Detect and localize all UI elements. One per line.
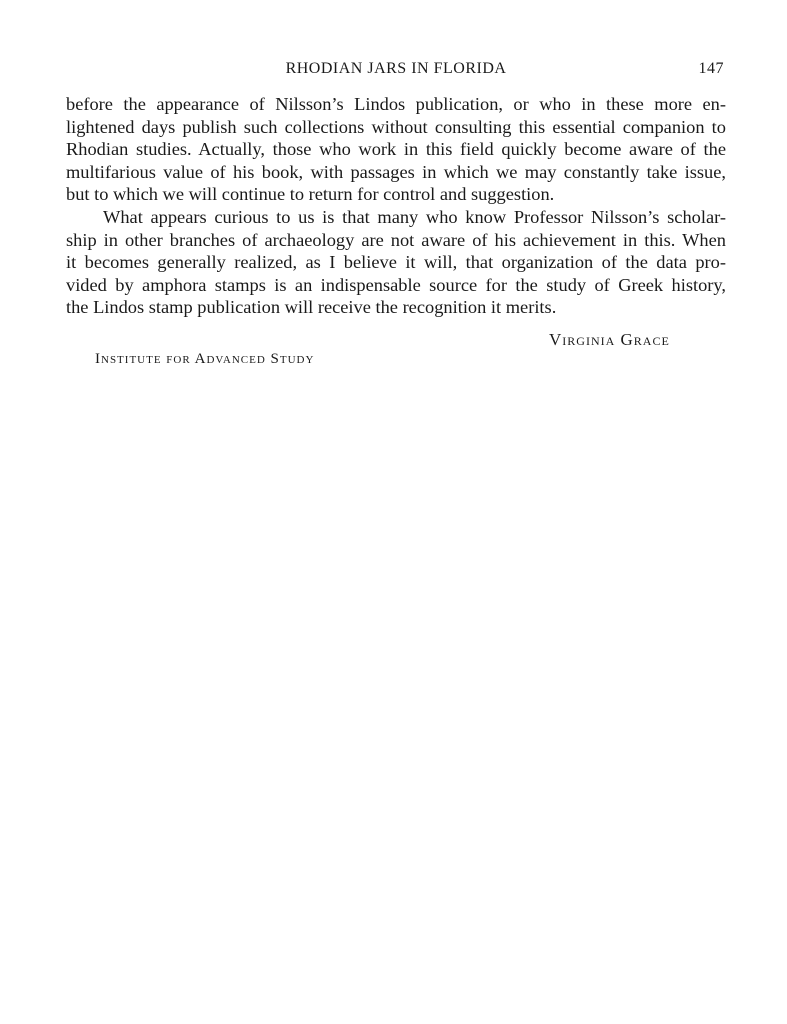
paragraph-2 [66, 206, 726, 319]
text-line: before the appearance of Nilsson’s Lindos publication, or who in these more en- [66, 94, 726, 114]
text-line: but to which we will continue to return for control and suggestion. [66, 184, 555, 205]
text-line: vided by amphora stamps is an indispensable source for the study of Greek history, [66, 274, 726, 295]
text-line: the Lindos stamp publication will receive the recognition it merits. [66, 297, 557, 318]
text-line: Rhodian studies. Actually, those who work in this field quickly become aware of the [66, 139, 726, 160]
paragraph-1 [66, 93, 726, 206]
text-line: it becomes generally realized, as I believe it will, that organization of the data pro- [66, 252, 726, 273]
page-number: 147 [698, 60, 724, 77]
text-line: ship in other branches of archaeology are not aware of his achievement in this. When [66, 229, 726, 250]
text-line: multifarious value of his book, with passages in which we may constantly take issue, [66, 161, 726, 182]
author-affiliation: Institute for Advanced Study [95, 351, 315, 367]
author-signature: Virginia Grace [549, 330, 670, 349]
text-line: What appears curious to us is that many who know Professor Nilsson’s scholar- [103, 206, 726, 227]
running-header [66, 60, 726, 82]
body-text [66, 93, 726, 319]
running-title: RHODIAN JARS IN FLORIDA [285, 60, 507, 77]
text-line: lightened days publish such collections without consulting this essential companion to [66, 116, 726, 137]
